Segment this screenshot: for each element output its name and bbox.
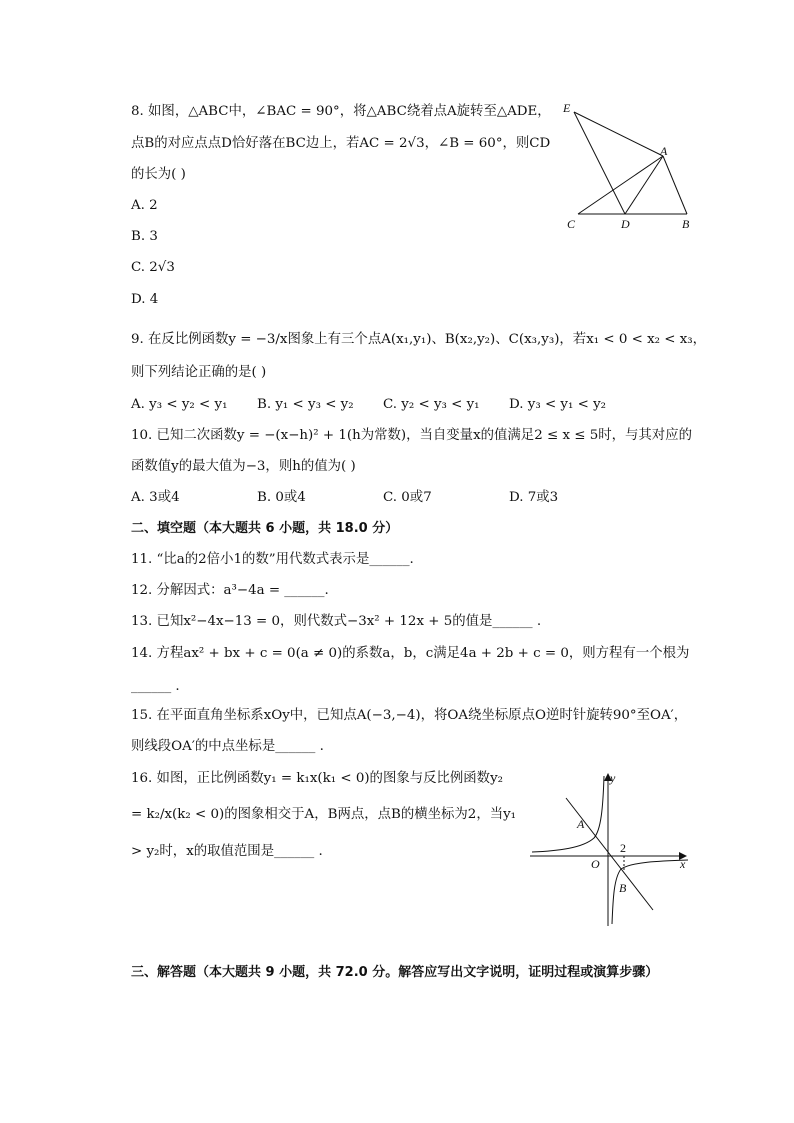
q10-line-1: 10. 已知二次函数y = −(x−h)² + 1(h为常数)，当自变量x的值满足2 ≤ x ≤ 5时，与其对应的	[131, 428, 692, 443]
q8-label-b: B	[682, 217, 690, 231]
q10-option-d: D. 7或3	[509, 490, 559, 505]
q9-line-1: 9. 在反比例函数y = −3/x图象上有三个点A(x₁,y₁)、B(x₂,y₂)、C(x₃,y₃)，若x₁ < 0 < x₂ < x₃，	[131, 332, 707, 347]
q10-option-c: C. 0或7	[383, 490, 432, 505]
q8-line-3: 的长为( )	[131, 167, 186, 182]
q12-line: 12. 分解因式：a³−4a = ______.	[131, 583, 329, 598]
q8-option-b: B. 3	[131, 229, 158, 244]
q8-option-a: A. 2	[131, 198, 158, 213]
q9-line-2: 则下列结论正确的是( )	[131, 365, 267, 380]
q16-line-2: = k₂/x(k₂ < 0)的图象相交于A，B两点，点B的横坐标为2，当y₁	[131, 807, 517, 822]
q9-option-c: C. y₂ < y₃ < y₁	[383, 397, 480, 412]
q16-label-y: y	[610, 771, 616, 785]
q16-line-1: 16. 如图，正比例函数y₁ = k₁x(k₁ < 0)的图象与反比例函数y₂	[131, 771, 504, 786]
q16-label-o: O	[591, 857, 600, 871]
q8-option-d: D. 4	[131, 292, 159, 307]
q8-option-c: C. 2√3	[131, 260, 175, 275]
q9-option-b: B. y₁ < y₃ < y₂	[257, 397, 354, 412]
q10-option-b: B. 0或4	[257, 490, 306, 505]
section-2-heading: 二、填空题（本大题共 6 小题，共 18.0 分）	[131, 521, 399, 536]
q13-line: 13. 已知x²−4x−13 = 0，则代数式−3x² + 12x + 5的值是______ .	[131, 614, 542, 629]
q14-line-1: 14. 方程ax² + bx + c = 0(a ≠ 0)的系数a，b，c满足4a + 2b + c = 0，则方程有一个根为	[131, 646, 690, 661]
q11-line: 11. “比a的2倍小1的数”用代数式表示是______.	[131, 552, 414, 567]
q8-line-2: 点B的对应点点D恰好落在BC边上，若AC = 2√3，∠B = 60°，则CD	[131, 136, 551, 151]
q15-line-2: 则线段OA′的中点坐标是______ .	[131, 739, 324, 754]
q9-option-a: A. y₃ < y₂ < y₁	[131, 397, 228, 412]
q16-label-b: B	[619, 881, 627, 895]
hyperbola-branch-left	[532, 776, 604, 852]
q8-triangle-figure	[555, 98, 705, 234]
q8-label-c: C	[567, 217, 576, 231]
q8-label-d: D	[621, 217, 630, 231]
q16-label-2: 2	[620, 841, 626, 855]
q10-line-2: 函数值y的最大值为−3，则h的值为( )	[131, 459, 356, 474]
section-3-heading: 三、解答题（本大题共 9 小题，共 72.0 分。解答应写出文字说明，证明过程或演算步骤）	[131, 965, 659, 980]
q9-option-d: D. y₃ < y₁ < y₂	[509, 397, 607, 412]
q16-label-x: x	[680, 857, 686, 871]
q10-option-a: A. 3或4	[131, 490, 180, 505]
q8-label-a: A	[660, 144, 668, 158]
q14-line-2: ______ .	[131, 679, 180, 694]
q8-label-e: E	[563, 101, 571, 115]
q16-label-a: A	[577, 817, 585, 831]
q15-line-1: 15. 在平面直角坐标系xOy中，已知点A(−3,−4)，将OA绕坐标原点O逆时针旋转90°至OA′，	[131, 708, 688, 723]
q16-graph-figure	[528, 768, 693, 928]
direct-proportion-line	[566, 798, 653, 910]
q16-line-3: > y₂时，x的取值范围是______ .	[131, 844, 323, 859]
q8-line-1: 8. 如图，△ABC中，∠BAC = 90°，将△ABC绕着点A旋转至△ADE，	[131, 104, 551, 119]
